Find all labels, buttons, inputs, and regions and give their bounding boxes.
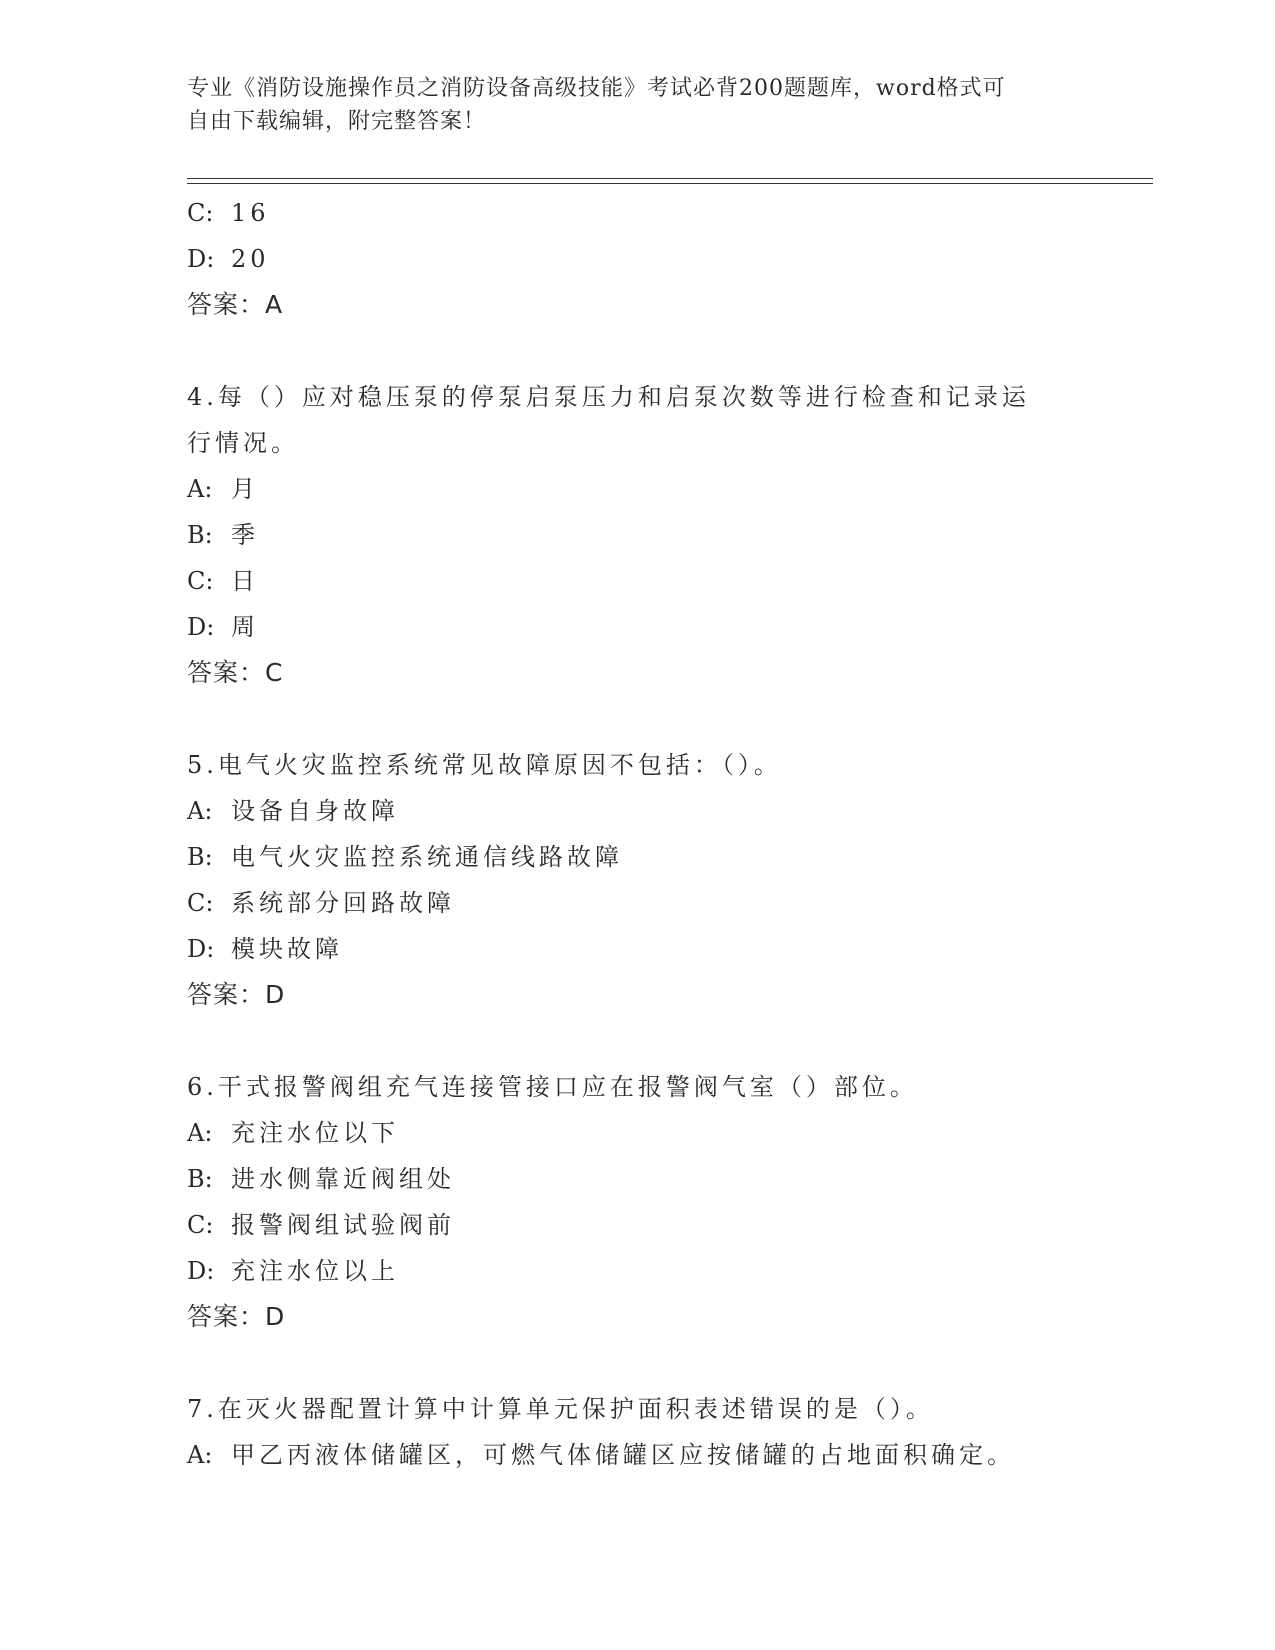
option-a	[187, 1110, 1087, 1156]
answer-line: 答案：D	[187, 980, 286, 1009]
question-4	[187, 374, 1087, 696]
option-key: D:	[187, 935, 215, 963]
answer-line: 答案：C	[187, 658, 284, 687]
question-list	[187, 190, 1087, 1478]
option-text: 16	[231, 199, 270, 227]
answer-line: 答案：A	[187, 290, 284, 319]
option-text: 日	[231, 567, 259, 595]
option-key: D:	[187, 613, 215, 641]
option-key: C:	[187, 567, 214, 595]
option-d	[187, 926, 1087, 972]
question-6	[187, 1064, 1087, 1340]
option-key: B:	[187, 843, 213, 871]
option-c	[187, 190, 1087, 236]
option-text: 设备自身故障	[231, 797, 399, 825]
question-stem-continued: 行情况。	[187, 429, 299, 457]
header-title-line-1: 专业《消防设施操作员之消防设备高级技能》考试必背200题题库，word格式可	[187, 76, 1006, 101]
option-d	[187, 1248, 1087, 1294]
option-a	[187, 1432, 1087, 1478]
question-stem: 6.干式报警阀组充气连接管接口应在报警阀气室（）部位。	[187, 1073, 918, 1101]
question-stem: 4.每（）应对稳压泵的停泵启泵压力和启泵次数等进行检查和记录运	[187, 383, 1030, 411]
option-text: 甲乙丙液体储罐区，可燃气体储罐区应按储罐的占地面积确定。	[231, 1441, 1015, 1469]
option-b	[187, 834, 1087, 880]
question-7	[187, 1386, 1087, 1478]
answer-line: 答案：D	[187, 1302, 286, 1331]
option-key: A:	[187, 797, 213, 825]
question-stem: 7.在灭火器配置计算中计算单元保护面积表述错误的是（）。	[187, 1395, 934, 1423]
header-divider-top	[187, 178, 1153, 179]
option-text: 月	[231, 475, 259, 503]
question-stem: 5.电气火灾监控系统常见故障原因不包括：（）。	[187, 751, 782, 779]
option-a	[187, 466, 1087, 512]
option-key: A:	[187, 475, 213, 503]
option-key: C:	[187, 1211, 214, 1239]
option-c	[187, 1202, 1087, 1248]
question-partial	[187, 190, 1087, 328]
option-c	[187, 558, 1087, 604]
option-key: B:	[187, 521, 213, 549]
option-b	[187, 1156, 1087, 1202]
option-key: B:	[187, 1165, 213, 1193]
option-text: 20	[231, 245, 270, 273]
option-key: D:	[187, 245, 215, 273]
option-c	[187, 880, 1087, 926]
header-title-line-2: 自由下载编辑，附完整答案！	[187, 109, 487, 134]
option-text: 充注水位以上	[231, 1257, 399, 1285]
option-a	[187, 788, 1087, 834]
option-key: C:	[187, 889, 214, 917]
option-b	[187, 512, 1087, 558]
option-d	[187, 236, 1087, 282]
option-d	[187, 604, 1087, 650]
option-key: A:	[187, 1119, 213, 1147]
option-text: 季	[231, 521, 259, 549]
question-5	[187, 742, 1087, 1018]
option-text: 报警阀组试验阀前	[231, 1211, 455, 1239]
option-text: 进水侧靠近阀组处	[231, 1165, 455, 1193]
document-header	[187, 72, 1087, 138]
option-text: 充注水位以下	[231, 1119, 399, 1147]
option-text: 系统部分回路故障	[231, 889, 455, 917]
option-key: C:	[187, 199, 214, 227]
option-text: 电气火灾监控系统通信线路故障	[231, 843, 623, 871]
option-text: 模块故障	[231, 935, 343, 963]
option-key: D:	[187, 1257, 215, 1285]
option-text: 周	[231, 613, 259, 641]
header-divider-bottom	[187, 183, 1153, 184]
option-key: A:	[187, 1441, 213, 1469]
